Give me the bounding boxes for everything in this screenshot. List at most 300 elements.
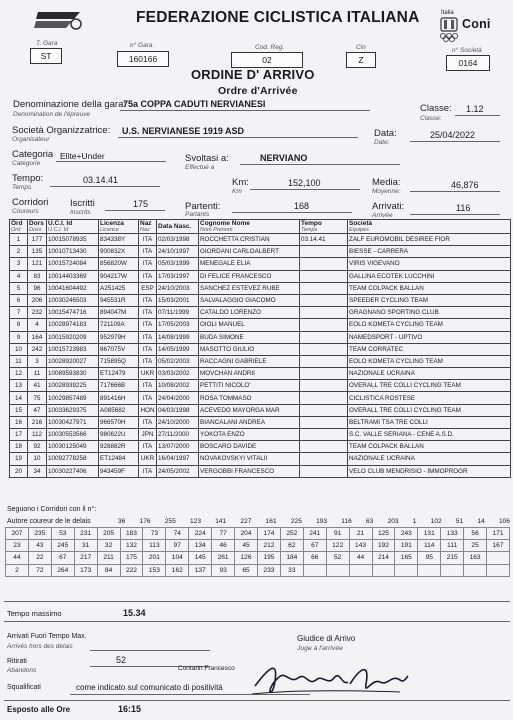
table-cell: 75 bbox=[28, 392, 47, 404]
societa-number-label: n° Società bbox=[452, 47, 482, 54]
svolta-line bbox=[240, 164, 400, 165]
table-cell: ZALF EUROMOBIL DESIREE FIOR bbox=[348, 234, 511, 246]
follower-number: 67 bbox=[51, 552, 74, 564]
table-cell: 05/02/2003 bbox=[157, 355, 199, 367]
follower-number: 222 bbox=[120, 564, 143, 576]
table-cell: TEAM CORRATEC bbox=[348, 343, 511, 355]
table-cell bbox=[300, 258, 348, 270]
table-cell: GRAGNANO SPORTING CLUB bbox=[348, 307, 511, 319]
table-cell: NAZIONALE UCRAINA bbox=[348, 453, 511, 465]
table-cell bbox=[300, 343, 348, 355]
table-cell bbox=[300, 416, 348, 428]
follower-number: 126 bbox=[235, 552, 258, 564]
table-cell: ITA bbox=[139, 416, 157, 428]
riders-label-fr: Coureurs bbox=[12, 208, 39, 215]
follower-number: 62 bbox=[280, 540, 303, 552]
table-cell: NOVAKOVSKYI VITALII bbox=[199, 453, 300, 465]
follower-number: 176 bbox=[139, 518, 151, 525]
table-cell: VERGOBBI FRANCESCO bbox=[199, 465, 300, 477]
follower-number: 255 bbox=[164, 518, 176, 525]
table-cell: 96 bbox=[28, 282, 47, 294]
time-label: Tempo: bbox=[12, 173, 44, 184]
svolta-label-fr: Effectué a bbox=[185, 164, 215, 171]
table-cell: CICLISTICA ROSTESE bbox=[348, 392, 511, 404]
withdrawn-value: 52 bbox=[116, 655, 127, 665]
follower-number: 252 bbox=[280, 528, 303, 540]
table-cell bbox=[300, 319, 348, 331]
race-name-line bbox=[120, 110, 370, 111]
classe-value: 1.12 bbox=[466, 104, 484, 114]
table-cell: 14/08/1999 bbox=[157, 331, 199, 343]
followers-first-line bbox=[118, 518, 510, 525]
table-cell: NAMEDSPORT - UPTIVO bbox=[348, 331, 511, 343]
follower-number: 45 bbox=[235, 540, 258, 552]
table-cell: 10041604492 bbox=[47, 282, 99, 294]
table-cell: 10089593830 bbox=[47, 368, 99, 380]
table-cell: 27/11/2000 bbox=[157, 429, 199, 441]
table-cell: 5 bbox=[10, 282, 28, 294]
tgara-label: T. Gara bbox=[36, 40, 58, 47]
table-cell: BIANCALANI ANDREA bbox=[199, 416, 300, 428]
table-cell: SPEEDER CYCLING TEAM bbox=[348, 294, 511, 306]
follower-number: 245 bbox=[51, 540, 74, 552]
average-label: Media: bbox=[372, 177, 401, 188]
coni-top-label: Italia bbox=[441, 10, 454, 16]
table-cell: ITA bbox=[139, 343, 157, 355]
svolta-label: Svoltasi a: bbox=[185, 153, 229, 164]
follower-number: 116 bbox=[341, 518, 352, 525]
column-header-label-fr: Naz bbox=[140, 227, 150, 233]
column-header-label: Dors bbox=[29, 220, 44, 227]
follower-number: 2 bbox=[6, 564, 29, 576]
table-cell: 24/05/2002 bbox=[157, 465, 199, 477]
table-cell: 232 bbox=[28, 307, 47, 319]
table-cell: 16/04/1997 bbox=[157, 453, 199, 465]
table-cell: MENEGALE ELIA bbox=[199, 258, 300, 270]
follower-number: 235 bbox=[28, 528, 51, 540]
followers-grid bbox=[5, 527, 510, 577]
table-row bbox=[10, 404, 511, 416]
table-cell: BOSCARO DAVIDE bbox=[199, 441, 300, 453]
posted-at-value: 16:15 bbox=[118, 704, 142, 714]
table-cell: ITA bbox=[139, 392, 157, 404]
follower-number: 25 bbox=[464, 540, 487, 552]
divider-2 bbox=[4, 621, 510, 622]
table-cell: 867075V bbox=[99, 343, 139, 355]
column-header bbox=[348, 220, 511, 234]
max-time-value: 15.34 bbox=[123, 608, 146, 618]
follower-number: 195 bbox=[257, 552, 280, 564]
follower-number: 44 bbox=[6, 552, 29, 564]
table-cell bbox=[300, 380, 348, 392]
table-row bbox=[10, 282, 511, 294]
follower-number: 1 bbox=[412, 518, 417, 525]
table-cell: 15 bbox=[10, 404, 28, 416]
column-header-label: Naz bbox=[140, 220, 152, 227]
follower-number: 241 bbox=[303, 528, 326, 540]
table-cell: 164 bbox=[28, 331, 47, 343]
table-cell: 16 bbox=[10, 416, 28, 428]
table-cell: 715895Q bbox=[99, 355, 139, 367]
table-cell: MOVCHAN ANDRII bbox=[199, 368, 300, 380]
follower-number: 97 bbox=[166, 540, 189, 552]
table-cell: 02/03/1998 bbox=[157, 234, 199, 246]
societa-number-box: 0164 bbox=[446, 55, 490, 71]
follower-number: 14 bbox=[477, 518, 485, 525]
results-table bbox=[9, 219, 511, 478]
table-cell: 717666B bbox=[99, 380, 139, 392]
column-header-label-fr: Licence bbox=[100, 227, 119, 233]
coni-emblem-icon bbox=[438, 17, 460, 43]
follower-number: 123 bbox=[189, 518, 201, 525]
table-row bbox=[10, 246, 511, 258]
table-cell: 4 bbox=[10, 270, 28, 282]
table-cell: 24/10/1997 bbox=[157, 246, 199, 258]
table-cell: GIORDANI CARLOALBERT bbox=[199, 246, 300, 258]
table-row bbox=[10, 368, 511, 380]
table-cell: 943459F bbox=[99, 465, 139, 477]
table-cell: 2 bbox=[10, 246, 28, 258]
table-cell: 10030125049 bbox=[47, 441, 99, 453]
followers-label: Seguono i Corridori con il n°: bbox=[7, 506, 97, 513]
follower-number: 137 bbox=[189, 564, 212, 576]
follower-number: 203 bbox=[387, 518, 399, 525]
followers-row bbox=[6, 564, 510, 576]
follower-number: 191 bbox=[395, 540, 418, 552]
table-cell: ROSA TOMMASO bbox=[199, 392, 300, 404]
riders-label: Corridori bbox=[12, 197, 49, 208]
table-cell: 10015474716 bbox=[47, 307, 99, 319]
table-cell: 18 bbox=[10, 441, 28, 453]
column-header-label: Tempo bbox=[301, 220, 322, 227]
table-cell: 10 bbox=[28, 453, 47, 465]
follower-number: 217 bbox=[74, 552, 97, 564]
table-cell: 41 bbox=[28, 380, 47, 392]
table-cell: 891416H bbox=[99, 392, 139, 404]
follower-number: 145 bbox=[189, 552, 212, 564]
table-cell: 34 bbox=[28, 465, 47, 477]
average-label-fr: Moyenne: bbox=[372, 188, 401, 195]
table-cell: 11 bbox=[10, 355, 28, 367]
table-cell: 904217W bbox=[99, 270, 139, 282]
max-time-label: Tempo massimo bbox=[7, 609, 62, 618]
table-cell: 17/03/1997 bbox=[157, 270, 199, 282]
posted-at-label: Esposto alle Ore bbox=[7, 705, 71, 714]
table-cell: DI FELICE FRANCESCO bbox=[199, 270, 300, 282]
follower-number: 143 bbox=[349, 540, 372, 552]
table-cell: 980622U bbox=[99, 429, 139, 441]
table-cell: ESP bbox=[139, 282, 157, 294]
table-cell: 24/04/2000 bbox=[157, 392, 199, 404]
table-cell: EOLO KOMETA CYCLING TEAM bbox=[348, 355, 511, 367]
follower-number: 113 bbox=[143, 540, 166, 552]
column-header-label: Cognome Nome bbox=[200, 220, 250, 227]
table-cell: 3 bbox=[28, 355, 47, 367]
table-cell: 10 bbox=[10, 343, 28, 355]
table-row bbox=[10, 453, 511, 465]
category-label: Categoria bbox=[12, 149, 54, 160]
follower-number: 32 bbox=[97, 540, 120, 552]
table-cell: 19 bbox=[10, 453, 28, 465]
table-cell: 12 bbox=[10, 368, 28, 380]
table-cell: TEAM COLPACK BALLAN bbox=[348, 282, 511, 294]
follower-number: 84 bbox=[97, 564, 120, 576]
table-cell: ITA bbox=[139, 380, 157, 392]
follower-number: 46 bbox=[212, 540, 235, 552]
table-cell: S.C. VALLE SERIANA - CENE A.S.D. bbox=[348, 429, 511, 441]
ngara-label: n° Gara bbox=[130, 42, 153, 49]
arrived-label: Arrivati: bbox=[372, 201, 405, 212]
table-cell: ITA bbox=[139, 246, 157, 258]
federation-title: FEDERAZIONE CICLISTICA ITALIANA bbox=[136, 9, 420, 26]
follower-number: 211 bbox=[97, 552, 120, 564]
arrived-line bbox=[410, 214, 500, 215]
cin-box: Z bbox=[346, 52, 376, 68]
table-cell: 10015078935 bbox=[47, 234, 99, 246]
table-row bbox=[10, 319, 511, 331]
svolta-value: NERVIANO bbox=[260, 153, 308, 163]
table-cell: 10015724084 bbox=[47, 258, 99, 270]
table-cell: BUDA SIMONE bbox=[199, 331, 300, 343]
column-header-label: Data Nasc. bbox=[158, 223, 192, 230]
follower-number: 171 bbox=[487, 528, 510, 540]
table-cell: 24/10/2003 bbox=[157, 282, 199, 294]
column-header-label-fr: Doss bbox=[29, 227, 42, 233]
table-cell: 242 bbox=[28, 343, 47, 355]
follower-number: 104 bbox=[166, 552, 189, 564]
follower-number: 161 bbox=[265, 518, 277, 525]
table-row bbox=[10, 270, 511, 282]
column-header-label: Società bbox=[349, 220, 373, 227]
follower-number bbox=[372, 564, 395, 576]
table-cell: 13/07/2000 bbox=[157, 441, 199, 453]
column-header bbox=[157, 220, 199, 234]
date-line bbox=[410, 141, 500, 142]
column-header-label-fr: Equipes bbox=[349, 227, 369, 233]
table-cell: 17 bbox=[10, 429, 28, 441]
follower-number: 53 bbox=[51, 528, 74, 540]
follower-number: 174 bbox=[257, 528, 280, 540]
follower-number: 243 bbox=[395, 528, 418, 540]
table-cell: 1 bbox=[10, 234, 28, 246]
table-cell: 7 bbox=[10, 307, 28, 319]
follower-number: 21 bbox=[349, 528, 372, 540]
follower-number: 91 bbox=[326, 528, 349, 540]
table-cell: RACCAGNI GABRIELE bbox=[199, 355, 300, 367]
table-cell: 10015723983 bbox=[47, 343, 99, 355]
follower-number: 227 bbox=[240, 518, 252, 525]
follower-number: 23 bbox=[6, 540, 29, 552]
follower-number: 77 bbox=[212, 528, 235, 540]
category-line bbox=[56, 161, 166, 162]
table-row bbox=[10, 416, 511, 428]
follower-number bbox=[326, 564, 349, 576]
table-cell: 856820W bbox=[99, 258, 139, 270]
table-cell: 10030553566 bbox=[47, 429, 99, 441]
table-cell: ITA bbox=[139, 465, 157, 477]
table-cell: ITA bbox=[139, 441, 157, 453]
table-cell: JPN bbox=[139, 429, 157, 441]
table-cell bbox=[300, 392, 348, 404]
table-cell: 04/03/1998 bbox=[157, 404, 199, 416]
organizer-label: Società Organizzatrice: bbox=[12, 125, 111, 136]
follower-number: 261 bbox=[212, 552, 235, 564]
table-cell: 03.14.41 bbox=[300, 234, 348, 246]
table-cell: 10028920027 bbox=[47, 355, 99, 367]
classe-label: Classe: bbox=[420, 103, 452, 114]
table-cell: ITA bbox=[139, 307, 157, 319]
table-cell bbox=[300, 429, 348, 441]
table-cell bbox=[300, 307, 348, 319]
fci-logo-icon bbox=[34, 8, 84, 32]
table-cell: 135 bbox=[28, 246, 47, 258]
table-cell: GALLINA ECOTEK LUCCHINI bbox=[348, 270, 511, 282]
table-cell: 9 bbox=[10, 331, 28, 343]
table-cell: PETTITI NICOLO' bbox=[199, 380, 300, 392]
follower-number: 56 bbox=[464, 528, 487, 540]
column-header bbox=[28, 220, 47, 234]
follower-number: 31 bbox=[74, 540, 97, 552]
table-row bbox=[10, 343, 511, 355]
table-cell: 83 bbox=[28, 270, 47, 282]
table-cell bbox=[300, 465, 348, 477]
km-value: 152,100 bbox=[288, 178, 321, 188]
table-row bbox=[10, 441, 511, 453]
withdrawn-label: Ritirati bbox=[7, 658, 27, 665]
follower-number: 212 bbox=[257, 540, 280, 552]
organizer-name: U.S. NERVIANESE 1919 ASD bbox=[122, 126, 245, 136]
table-cell: 121 bbox=[28, 258, 47, 270]
table-cell: EOLO KOMETA CYCLING TEAM bbox=[348, 319, 511, 331]
table-row bbox=[10, 392, 511, 404]
cin-label: Cin bbox=[356, 44, 366, 51]
follower-number: 163 bbox=[464, 552, 487, 564]
follower-number: 67 bbox=[303, 540, 326, 552]
table-cell: SALVALAGGIO GIACOMO bbox=[199, 294, 300, 306]
table-cell bbox=[300, 368, 348, 380]
table-cell: 10015920209 bbox=[47, 331, 99, 343]
follower-number: 141 bbox=[215, 518, 227, 525]
follower-number: 125 bbox=[372, 528, 395, 540]
follower-number: 153 bbox=[143, 564, 166, 576]
table-cell: 894047M bbox=[99, 307, 139, 319]
order-subtitle: Ordre d'Arrivée bbox=[218, 85, 298, 97]
time-label-fr: Temps bbox=[12, 184, 32, 191]
follower-number: 65 bbox=[235, 564, 258, 576]
follower-number: 63 bbox=[366, 518, 374, 525]
table-cell bbox=[300, 246, 348, 258]
table-cell: A085682 bbox=[99, 404, 139, 416]
table-cell: 10092778258 bbox=[47, 453, 99, 465]
table-row bbox=[10, 258, 511, 270]
column-header-label: U.C.I. Id bbox=[48, 220, 73, 227]
out-of-time-label-fr: Arrivés hors des delais bbox=[7, 643, 73, 650]
followers-row bbox=[6, 540, 510, 552]
table-cell: 6 bbox=[10, 294, 28, 306]
table-cell: 721109A bbox=[99, 319, 139, 331]
follower-number: 215 bbox=[441, 552, 464, 564]
table-row bbox=[10, 294, 511, 306]
average-value: 46,876 bbox=[451, 180, 479, 190]
disqualified-label: Squalificati bbox=[7, 684, 41, 691]
column-header-label-fr: U.C.I. Id bbox=[48, 227, 69, 233]
follower-number: 184 bbox=[280, 552, 303, 564]
follower-number: 106 bbox=[498, 518, 510, 525]
table-row bbox=[10, 465, 511, 477]
table-cell: ET12479 bbox=[99, 368, 139, 380]
table-cell: 10030227406 bbox=[47, 465, 99, 477]
table-cell: 10028974183 bbox=[47, 319, 99, 331]
table-cell bbox=[300, 294, 348, 306]
table-cell: HON bbox=[139, 404, 157, 416]
table-cell: 216 bbox=[28, 416, 47, 428]
table-cell: YOKOTA ENZO bbox=[199, 429, 300, 441]
average-line bbox=[410, 191, 500, 192]
follower-number: 264 bbox=[51, 564, 74, 576]
follower-number: 231 bbox=[74, 528, 97, 540]
date-value: 25/04/2022 bbox=[430, 130, 476, 140]
table-cell: ITA bbox=[139, 258, 157, 270]
follower-number: 201 bbox=[143, 552, 166, 564]
table-cell: 07/11/1999 bbox=[157, 307, 199, 319]
table-row bbox=[10, 429, 511, 441]
category-value: Elite+Under bbox=[60, 151, 105, 161]
table-cell bbox=[300, 404, 348, 416]
table-row bbox=[10, 234, 511, 246]
table-cell: ITA bbox=[139, 331, 157, 343]
entries-label: Iscritti bbox=[70, 198, 95, 209]
follower-number: 193 bbox=[316, 518, 328, 525]
follower-number: 132 bbox=[120, 540, 143, 552]
table-cell: 10028939225 bbox=[47, 380, 99, 392]
order-title: ORDINE D' ARRIVO bbox=[191, 67, 315, 82]
table-cell: 952979H bbox=[99, 331, 139, 343]
table-cell: VELO CLUB MENDRISIO - IMMOPROGR bbox=[348, 465, 511, 477]
table-cell bbox=[300, 331, 348, 343]
entries-value: 175 bbox=[133, 199, 149, 209]
table-cell bbox=[300, 453, 348, 465]
table-cell: OVERALL TRE COLLI CYCLING TEAM bbox=[348, 380, 511, 392]
table-row bbox=[10, 331, 511, 343]
arrived-label-fr: Arrivée bbox=[372, 212, 393, 219]
table-cell: NAZIONALE UCRAINA bbox=[348, 368, 511, 380]
table-cell: ITA bbox=[139, 294, 157, 306]
judge-label: Giudice di Arrivo bbox=[297, 634, 356, 643]
table-row bbox=[10, 380, 511, 392]
follower-number: 43 bbox=[28, 540, 51, 552]
time-line bbox=[50, 186, 160, 187]
classe-label-fr: Classe: bbox=[420, 115, 442, 122]
table-cell: ITA bbox=[139, 355, 157, 367]
table-cell: ITA bbox=[139, 319, 157, 331]
follower-number: 93 bbox=[212, 564, 235, 576]
follower-number: 51 bbox=[455, 518, 464, 525]
race-name: 75a COPPA CADUTI NERVIANESI bbox=[123, 99, 266, 109]
codreg-label: Cod. Reg. bbox=[255, 44, 285, 51]
starters-line bbox=[232, 212, 352, 213]
follower-number: 204 bbox=[235, 528, 258, 540]
follower-number bbox=[464, 564, 487, 576]
follower-number bbox=[418, 564, 441, 576]
table-cell: 24/10/2000 bbox=[157, 416, 199, 428]
table-cell bbox=[300, 441, 348, 453]
category-label-fr: Categorie bbox=[12, 160, 41, 167]
table-cell: 928882R bbox=[99, 441, 139, 453]
column-header-label: Ord bbox=[11, 220, 23, 227]
follower-number: 114 bbox=[418, 540, 441, 552]
table-cell: 14/05/1999 bbox=[157, 343, 199, 355]
withdrawn-label-fr: Abandons bbox=[7, 667, 37, 674]
